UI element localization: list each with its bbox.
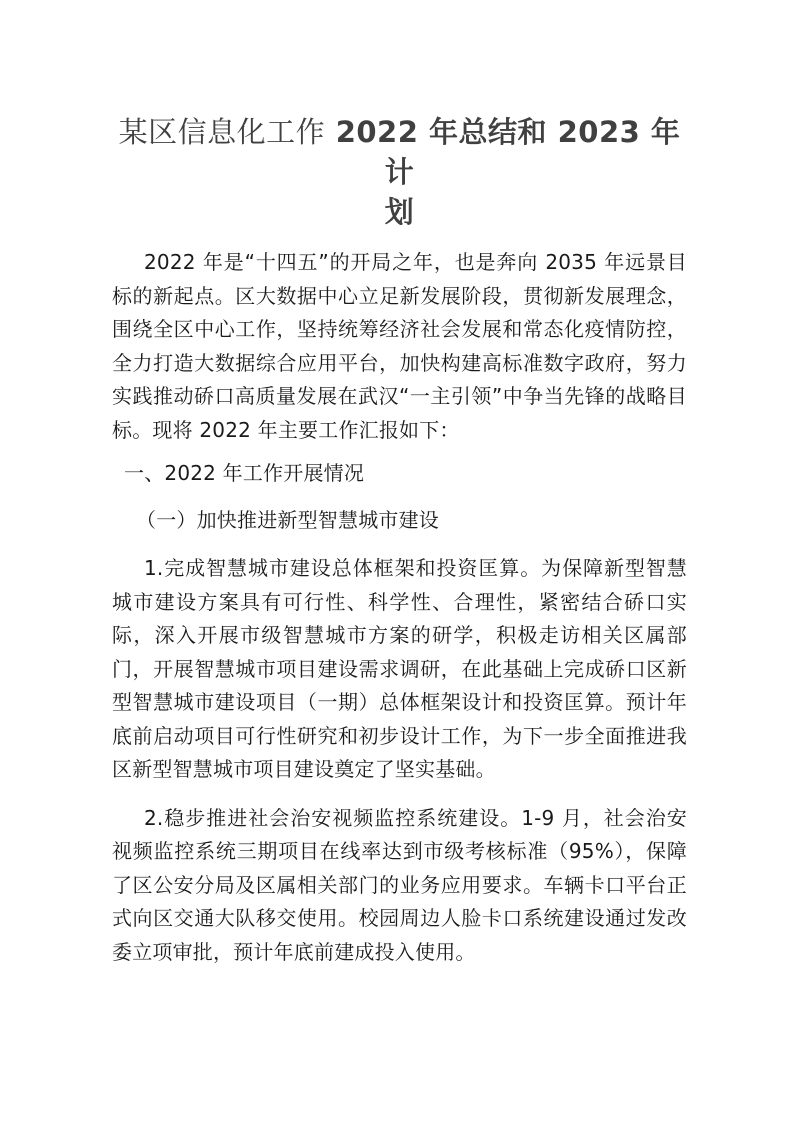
title-line-2: 划 — [384, 195, 415, 229]
section-heading: 一、2022 年工作开展情况 — [124, 461, 365, 485]
intro-paragraph: 2022 年是“十四五”的开局之年，也是奔向 2035 年远景目标的新起点。区大数据中心立足新发展阶段，贯彻新发展理念，围绕全区中心工作，坚持统筹经济社会发展和常态化疫情防控，全力打造大数据综合应用平台，加快构建高标准数字政府，努力实践推动硚口高质量发展在武汉“一主引领”中争当先锋的战略目标。现将 2022 年主要工作汇报如下： — [112, 250, 687, 442]
subsection-heading: （一）加快推进新型智慧城市建设 — [136, 507, 439, 532]
item-paragraph-2: 2.稳步推进社会治安视频监控系统建设。1-9 月，社会治安视频监控系统三期项目在线率达到市级考核标准（95%），保障了区公安分局及区属相关部门的业务应用要求。车辆卡口平台正式向区交通大队移交使用。校园周边人脸卡口系统建设通过发改委立项审批，预计年底前建成投入使用。 — [112, 805, 687, 964]
item-paragraph-1: 1.完成智慧城市建设总体框架和投资匡算。为保障新型智慧城市建设方案具有可行性、科学性、合理性，紧密结合硚口实际，深入开展市级智慧城市方案的研学，积极走访相关区属部门，开展智慧城市项目建设需求调研，在此基础上完成硚口区新型智慧城市建设项目（一期）总体框架设计和投资匡算。预计年底前启动项目可行性研究和初步设计工作，为下一步全面推进我区新型智慧城市项目建设奠定了坚实基础。 — [112, 556, 687, 781]
title-part-light: 某区信息化工作 — [118, 115, 326, 149]
document-title — [112, 112, 687, 232]
title-part-bold: 2022 年总结和 2023 年计 — [325, 115, 681, 189]
